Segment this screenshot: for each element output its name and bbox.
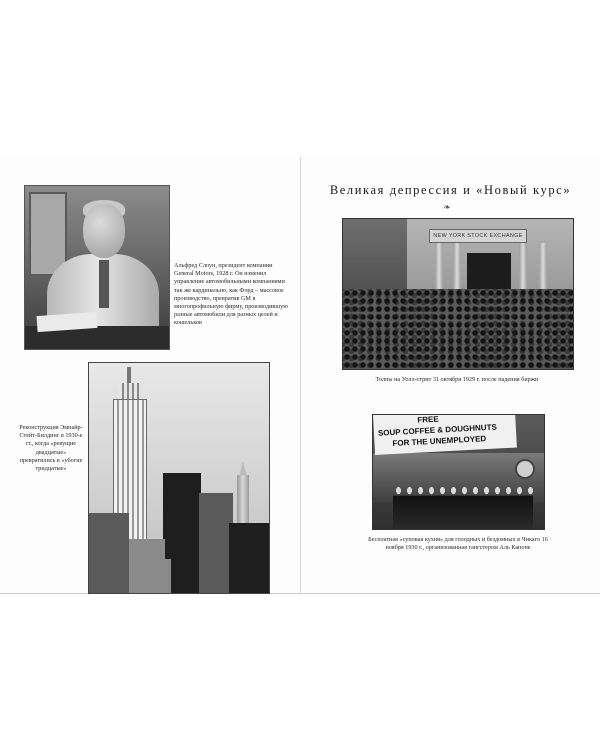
photo-building xyxy=(89,513,129,593)
photo-building xyxy=(199,493,233,593)
book-spread xyxy=(0,157,600,594)
chapter-title: Великая депрессия и «Новый курс» xyxy=(329,183,572,197)
banner-line-3: FOR THE UNEMPLOYED xyxy=(392,434,487,449)
caption-sloan: Альфред Слоун, президент компании General Motors, 1928 г. Он изменил управление автомобильными компаниями так же кардинально, как Форд – массовое производство, превратив GM в многопрофильную фирму, производившую разные автомобили для разных целей и кошельков xyxy=(174,262,288,327)
photo-building xyxy=(147,559,171,593)
right-page xyxy=(301,157,600,593)
banner-line-1: FREE xyxy=(417,414,439,425)
photo-soup-kitchen xyxy=(372,414,545,530)
caption-empire-state: Реконструкция Эмпайр-Стейт-Билдинг в 1930-е гг., когда «ревущие двадцатые» превратились в «убогие тридцатые» xyxy=(19,424,83,473)
photo-clock xyxy=(515,459,535,479)
photo-crowd xyxy=(343,289,573,369)
photo-exchange-sign: NEW YORK STOCK EXCHANGE xyxy=(429,229,527,243)
photo-sloan-portrait xyxy=(24,185,170,350)
banner-line-2: SOUP COFFEE & DOUGHNUTS xyxy=(377,422,498,438)
caption-soup-kitchen: Бесплатная «суповая кухня» для голодных и бездомных в Чикаго 16 ноября 1930 г., организованная гангстером Аль Капоне xyxy=(368,536,548,552)
photo-building xyxy=(229,523,269,593)
photo-figure-tie xyxy=(99,260,109,308)
photo-figure-head xyxy=(83,204,125,258)
title-ornament-icon: ❧ xyxy=(443,202,451,212)
photo-banner xyxy=(373,414,517,455)
photo-empire-state xyxy=(88,362,270,594)
photo-banner-text xyxy=(377,414,515,450)
photo-wall-street-crowd xyxy=(342,218,574,370)
caption-wall-street: Толпы на Уолл-стрит 31 октября 1929 г. после падения биржи xyxy=(375,376,539,383)
left-page xyxy=(0,157,300,593)
photo-bread-line xyxy=(393,481,533,529)
